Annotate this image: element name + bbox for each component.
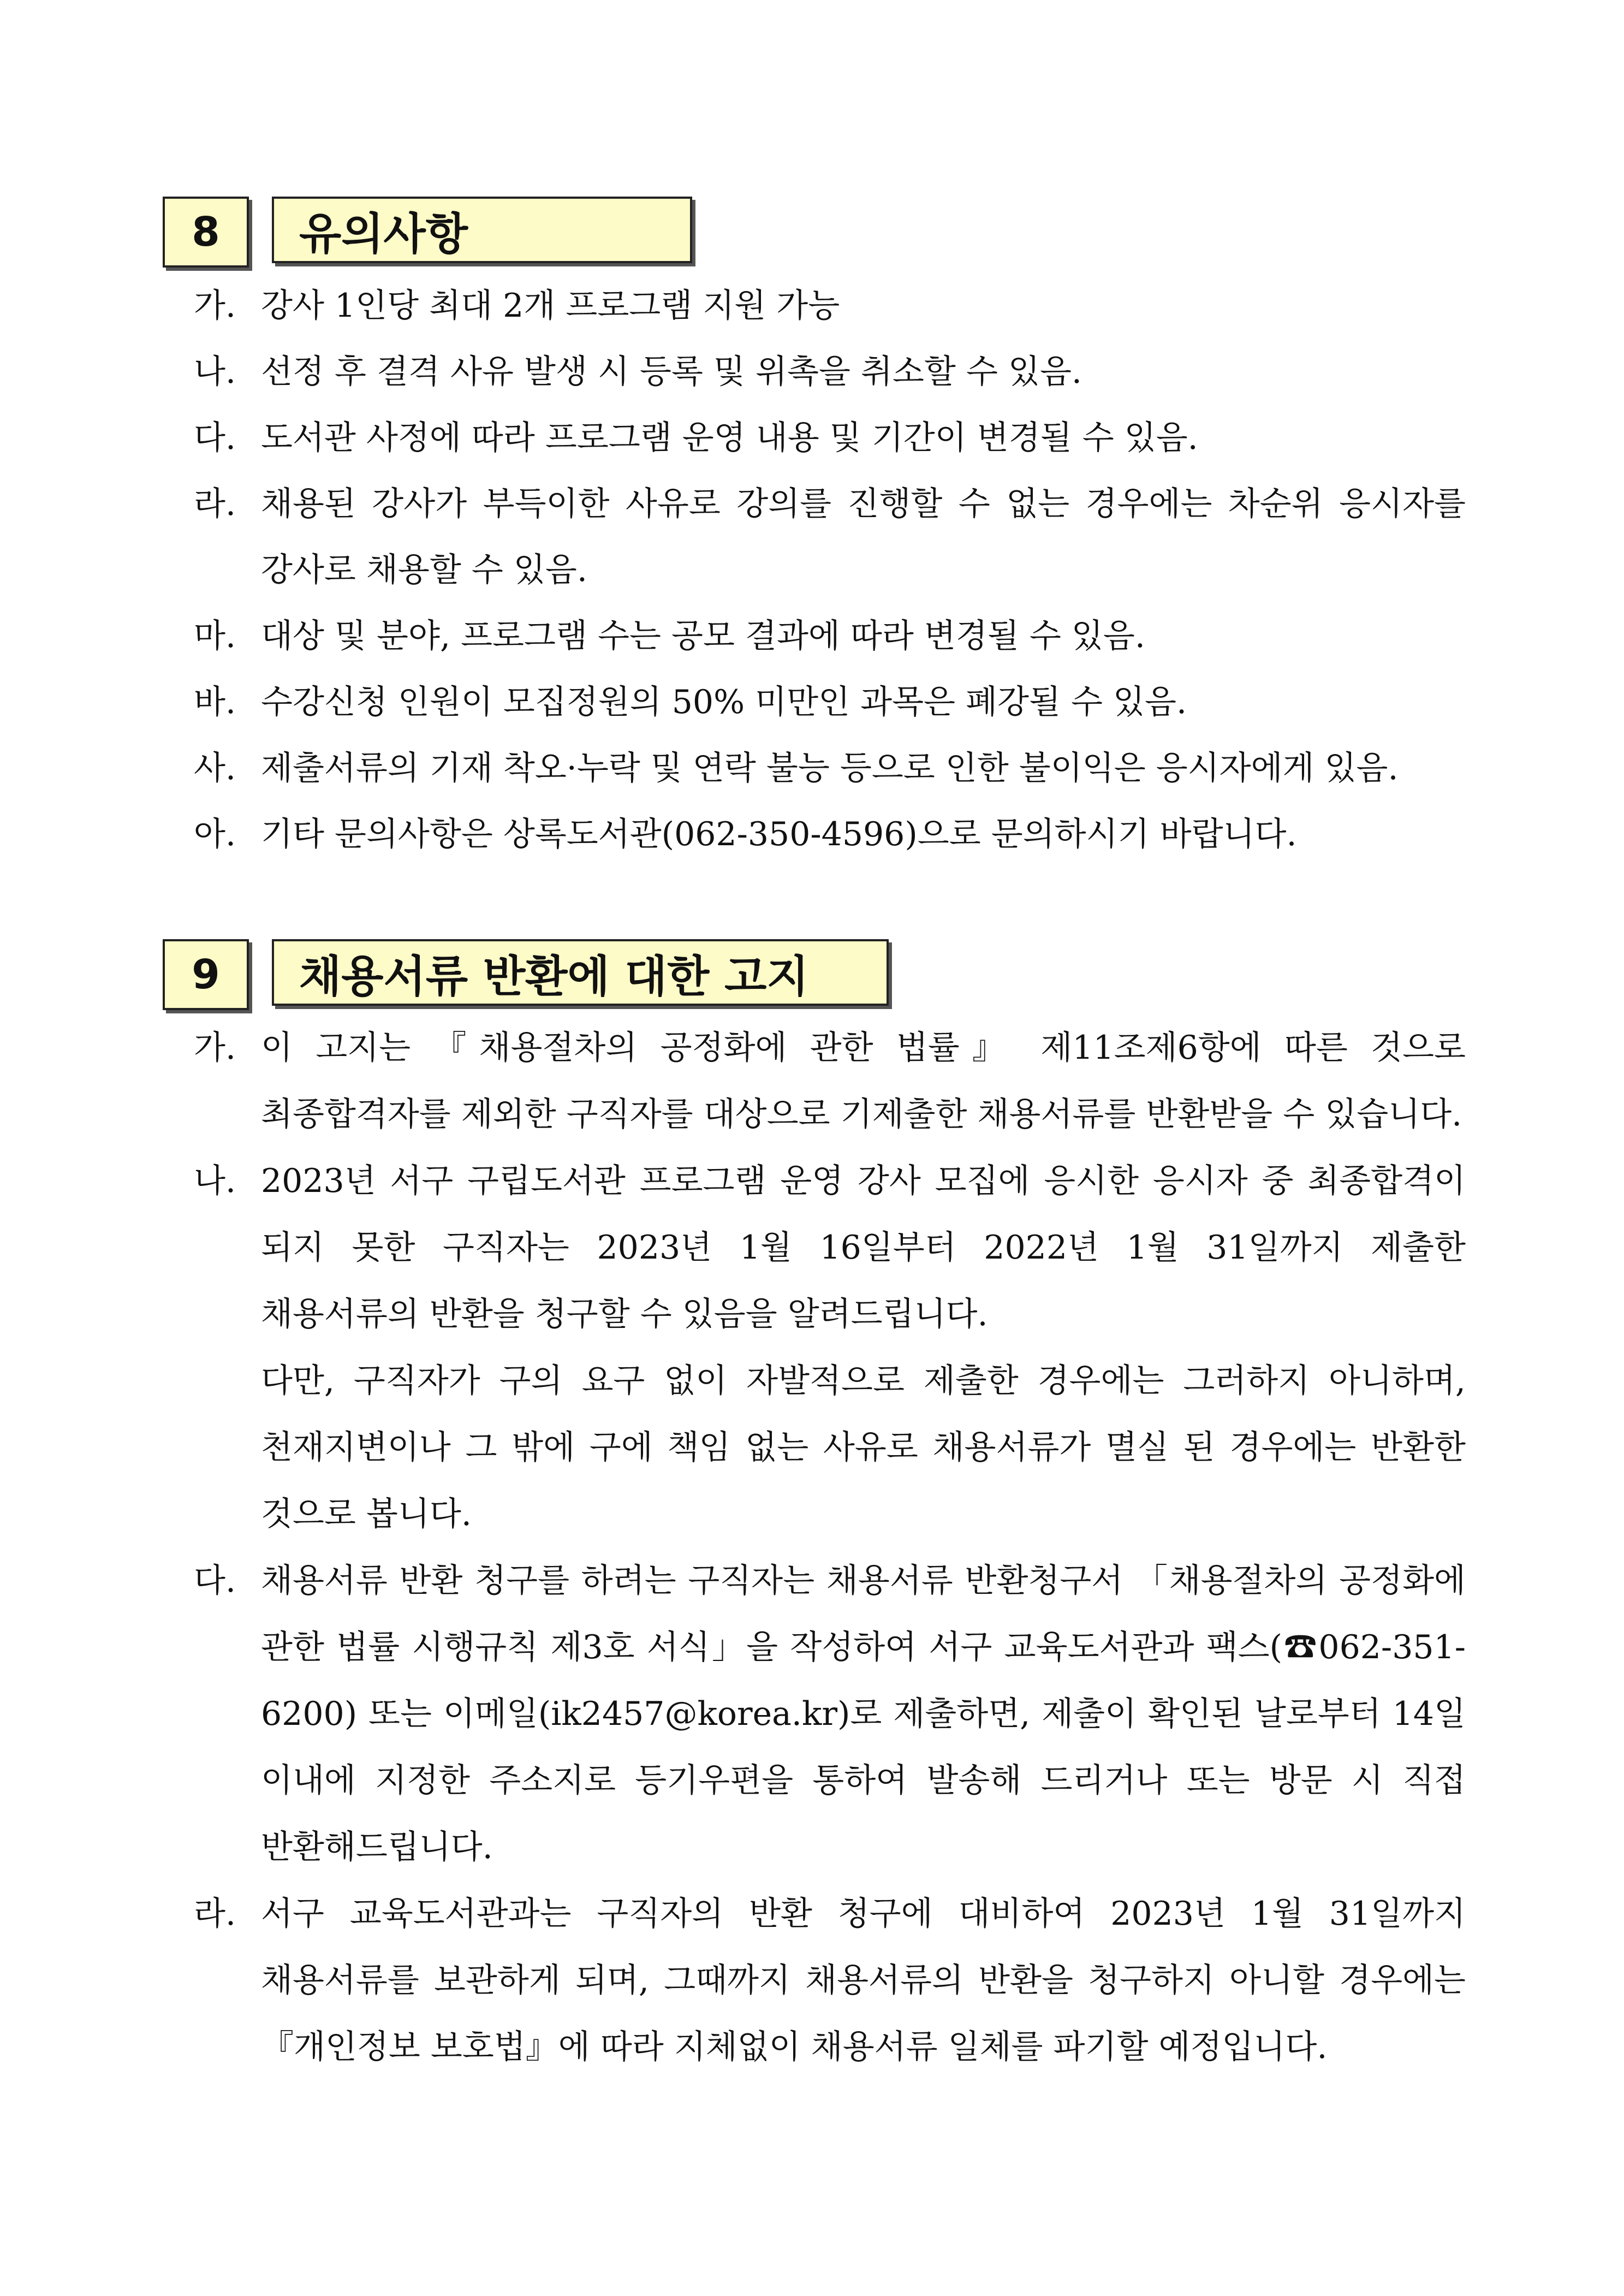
list-item: [0, 603, 1624, 669]
item-marker: 나.: [194, 1162, 236, 1200]
item-marker: 라.: [194, 1895, 236, 1933]
item-text: 강사 1인당 최대 2개 프로그램 지원 가능: [261, 287, 840, 325]
list-item: [0, 273, 1624, 339]
item-text: 서구 교육도서관과는 구직자의 반환 청구에 대비하여 2023년 1월 31일까지 채용서류를 보관하게 되며, 그때까지 채용서류의 반환을 청구하지 아니할 경우에는 『개인정보 보호법』에 따라 지체없이 채용서류 일체를 파기할 예정입니다.: [261, 1895, 1466, 2066]
list-item: [0, 1014, 1624, 1148]
item-text: 선정 후 결격 사유 발생 시 등록 및 위촉을 취소할 수 있음.: [261, 353, 1082, 391]
item-marker: 가.: [194, 1029, 236, 1067]
list-item: [0, 735, 1624, 802]
section-number: 8: [163, 197, 249, 268]
list-item: [0, 405, 1624, 471]
section-document-return: [0, 939, 1624, 2080]
list-item: [0, 1880, 1624, 2080]
section-notes: [0, 197, 1624, 868]
item-text: 이 고지는 『채용절차의 공정화에 관한 법률』 제11조제6항에 따른 것으로 최종합격자를 제외한 구직자를 대상으로 기제출한 채용서류를 반환받을 수 있습니다.: [261, 1029, 1466, 1134]
item-text: 도서관 사정에 따라 프로그램 운영 내용 및 기간이 변경될 수 있음.: [261, 419, 1198, 457]
section-number: 9: [163, 939, 249, 1010]
item-marker: 바.: [194, 683, 236, 721]
item-marker: 아.: [194, 815, 236, 853]
item-text: 채용된 강사가 부득이한 사유로 강의를 진행할 수 없는 경우에는 차순위 응시자를 강사로 채용할 수 있음.: [261, 485, 1466, 589]
item-text: 2023년 서구 구립도서관 프로그램 운영 강사 모집에 응시한 응시자 중 최종합격이 되지 못한 구직자는 2023년 1월 16일부터 2022년 1월 31일까지 제출한 채용서류의 반환을 청구할 수 있음을 알려드립니다.: [261, 1162, 1466, 1333]
item-marker: 다.: [194, 419, 236, 457]
section-title: 채용서류 반환에 대한 고지: [272, 939, 889, 1006]
item-marker: 사.: [194, 749, 236, 787]
section-title: 유의사항: [272, 197, 692, 263]
item-text: 기타 문의사항은 상록도서관(062-350-4596)으로 문의하시기 바랍니다.: [261, 815, 1297, 853]
list-item: [0, 802, 1624, 868]
section-header: [0, 939, 1624, 1010]
list-item: [0, 1148, 1624, 1547]
section-header: [0, 197, 1624, 268]
notes-list: [0, 273, 1624, 868]
list-item: [0, 1547, 1624, 1880]
item-text: 채용서류 반환 청구를 하려는 구직자는 채용서류 반환청구서 「채용절차의 공정화에 관한 법률 시행규칙 제3호 서식」을 작성하여 서구 교육도서관과 팩스(☎062-351-6200) 또는 이메일(ik2457@korea.kr)로 제출하면, 제출이 확인된 날로부터 14일 이내에 지정한 주소지로 등기우편을 통하여 발송해 드리거나 또는 방문 시 직접 반환해드립니다.: [261, 1562, 1466, 1866]
list-item: [0, 471, 1624, 603]
notice-list: [0, 1014, 1624, 2080]
item-marker: 가.: [194, 287, 236, 325]
list-item: [0, 669, 1624, 735]
item-marker: 마.: [194, 617, 236, 655]
item-text: 대상 및 분야, 프로그램 수는 공모 결과에 따라 변경될 수 있음.: [261, 617, 1145, 655]
item-text: 제출서류의 기재 착오·누락 및 연락 불능 등으로 인한 불이익은 응시자에게 있음.: [261, 749, 1399, 787]
item-marker: 다.: [194, 1562, 236, 1600]
item-note: 다만, 구직자가 구의 요구 없이 자발적으로 제출한 경우에는 그러하지 아니하며, 천재지변이나 그 밖에 구에 책임 없는 사유로 채용서류가 멸실 된 경우에는 반환한 것으로 봅니다.: [261, 1362, 1466, 1533]
item-marker: 나.: [194, 353, 236, 391]
item-text: 수강신청 인원이 모집정원의 50% 미만인 과목은 폐강될 수 있음.: [261, 683, 1187, 721]
list-item: [0, 339, 1624, 405]
item-marker: 라.: [194, 485, 236, 523]
